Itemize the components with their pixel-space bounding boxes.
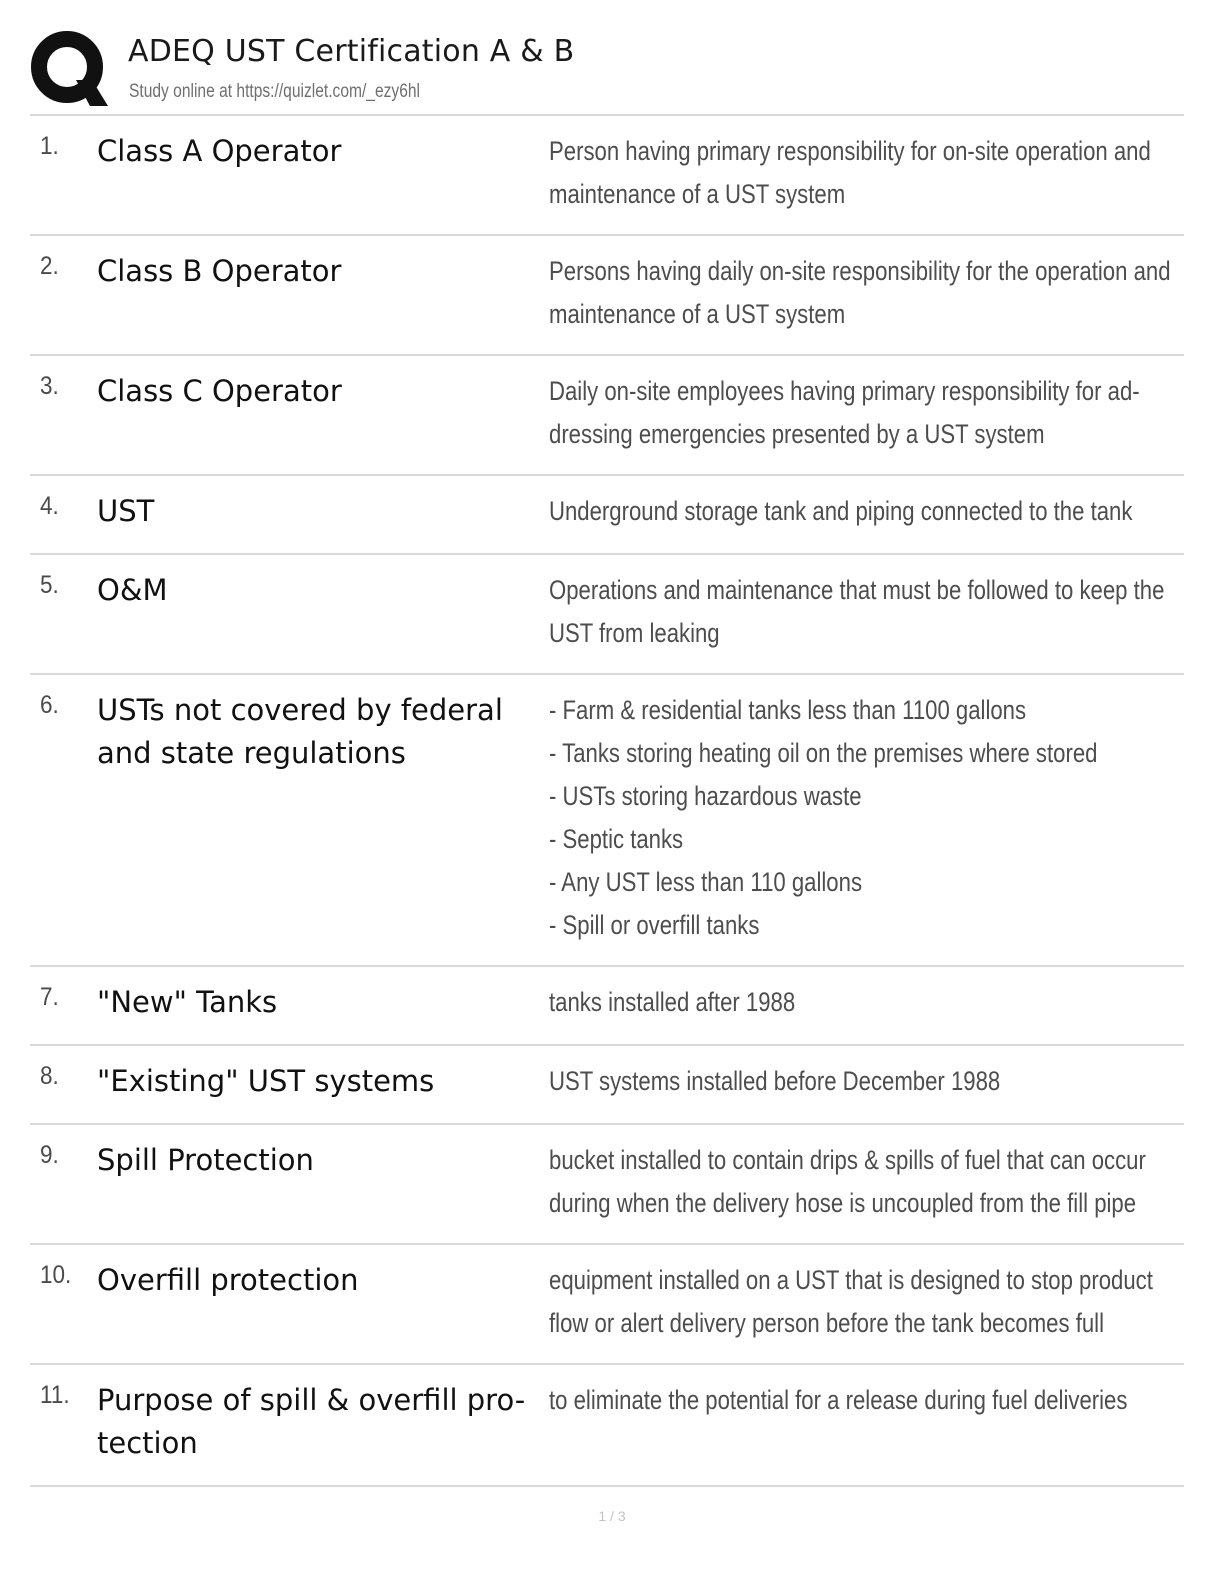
definition-line: - Septic tanks [549,824,684,854]
card-term: Class B Operator [97,254,342,288]
flashcard-row [30,1365,1184,1487]
card-definition [549,130,1172,216]
flashcard-row [30,476,1184,555]
card-term: Spill Protection [97,1143,314,1177]
card-definition [549,1379,1172,1422]
page-number: 1 / 3 [598,1508,626,1524]
card-definition [549,1259,1172,1345]
card-number: 1. [40,132,59,160]
card-term: USTs not covered by federal and state regulations [97,693,503,770]
card-term: Class A Operator [97,134,342,168]
card-number: 9. [40,1141,59,1169]
flashcard-row [30,555,1184,675]
definition-line: Person having primary responsibility for on-site operation and [549,136,1151,166]
card-number: 10. [40,1261,72,1289]
card-number: 3. [40,372,59,400]
definition-line: Underground storage tank and piping connected to the tank [549,496,1133,526]
flashcard-list [30,116,1184,1487]
definition-line: - Spill or overfill tanks [549,910,760,940]
card-definition [549,250,1172,336]
definition-line: - Tanks storing heating oil on the premises where stored [549,738,1098,768]
card-term: Purpose of spill & overfill pro-tection [97,1383,526,1460]
card-term: "New" Tanks [97,985,278,1019]
flashcard-row [30,967,1184,1046]
card-definition [549,1139,1172,1225]
card-definition [549,490,1172,533]
card-number: 11. [40,1381,70,1409]
definition-line: equipment installed on a UST that is designed to stop product [549,1265,1153,1295]
definition-line: Persons having daily on-site responsibility for the operation and [549,256,1171,286]
definition-line: - Farm & residential tanks less than 1100 gallons [549,695,1027,725]
study-link[interactable]: Study online at https://quizlet.com/_ezy6hl [129,81,420,102]
flashcard-row [30,356,1184,476]
definition-line: UST from leaking [549,618,720,648]
definition-line: UST systems installed before December 1988 [549,1066,1001,1096]
card-number: 8. [40,1062,59,1090]
card-term: Class C Operator [97,374,342,408]
flashcard-row [30,1245,1184,1365]
definition-line: maintenance of a UST system [549,179,846,209]
card-term: UST [97,494,155,528]
page-header [30,30,1184,116]
definition-line: - USTs storing hazardous waste [549,781,862,811]
page-title: ADEQ UST Certification A & B [128,34,575,69]
definition-line: bucket installed to contain drips & spills of fuel that can occur [549,1145,1146,1175]
flashcard-row [30,675,1184,967]
definition-line: Daily on-site employees having primary responsibility for ad- [549,376,1140,406]
flashcard-row [30,1125,1184,1245]
card-definition [549,981,1172,1024]
definition-line: flow or alert delivery person before the tank becomes full [549,1308,1105,1338]
card-term: "Existing" UST systems [97,1064,435,1098]
definition-line: to eliminate the potential for a release during fuel deliveries [549,1385,1128,1415]
quizlet-logo-icon [30,30,110,108]
flashcard-row [30,116,1184,236]
definition-line: tanks installed after 1988 [549,987,796,1017]
card-number: 2. [40,252,59,280]
definition-line: maintenance of a UST system [549,299,846,329]
card-definition [549,370,1172,456]
card-term: O&M [97,573,168,607]
card-definition [549,689,1172,947]
card-term: Overfill protection [97,1263,359,1297]
card-number: 6. [40,691,59,719]
card-definition [549,569,1172,655]
definition-line: - Any UST less than 110 gallons [549,867,863,897]
flashcard-row [30,1046,1184,1125]
definition-line: dressing emergencies presented by a UST system [549,419,1045,449]
definition-line: during when the delivery hose is uncoupled from the fill pipe [549,1188,1137,1218]
definition-line: Operations and maintenance that must be followed to keep the [549,575,1165,605]
card-definition [549,1060,1172,1103]
card-number: 5. [40,571,59,599]
card-number: 7. [40,983,59,1011]
card-number: 4. [40,492,59,520]
flashcard-row [30,236,1184,356]
